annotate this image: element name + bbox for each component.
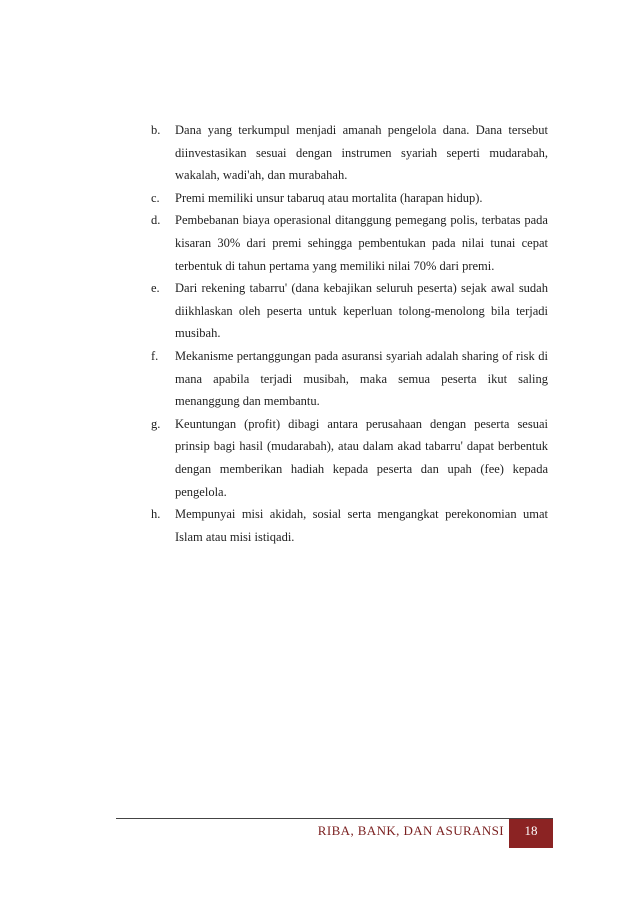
list-marker: b. [151,123,161,137]
list-item-f [151,345,548,413]
footer-divider [116,818,553,819]
page-number: 18 [524,823,538,838]
list-marker: c. [151,190,160,205]
body-list [151,119,548,548]
list-item-e [151,277,548,345]
list-item-b [151,119,548,187]
list-marker: g. [151,416,161,431]
list-item-c [151,187,548,210]
list-marker: f. [151,348,159,363]
footer-running-title: RIBA, BANK, DAN ASURANSI [317,823,504,838]
list-item-h [151,503,548,548]
list-item-text: Dana yang terkumpul menjadi amanah pengelola dana. Dana tersebut diinvestasikan sesuai dengan instrumen syariah seperti mudarabah, wakalah, wadi'ah, dan murabahah. [175,123,548,183]
list-marker: d. [151,213,161,228]
list-marker: h. [151,507,161,522]
list-item-text: Pembebanan biaya operasional ditanggung pemegang polis, terbatas pada kisaran 30% dari premi sehingga pembentukan pada nilai tunai cepat terbentuk di tahun pertama yang memiliki nilai 70% dari premi. [175,213,548,273]
list-item-text: Dari rekening tabarru' (dana kebajikan seluruh peserta) sejak awal sudah diikhlaskan oleh peserta untuk keperluan tolong-menolong bila terjadi musibah. [175,281,548,341]
list-item-text: Mekanisme pertanggungan pada asuransi syariah adalah sharing of risk di mana apabila terjadi musibah, maka semua peserta ikut saling menanggung dan membantu. [175,348,548,409]
list-item-g [151,413,548,503]
page-number-badge [509,819,553,848]
list-marker: e. [151,281,160,296]
list-item-text: Premi memiliki unsur tabaruq atau mortalita (harapan hidup). [175,190,483,205]
list-item-text: Mempunyai misi akidah, sosial serta mengangkat perekonomian umat Islam atau misi istiqadi. [175,507,548,544]
list-item-text: Keuntungan (profit) dibagi antara perusahaan dengan peserta sesuai prinsip bagi hasil (mudarabah), atau dalam akad tabarru' dapat berbentuk dengan memberikan hadiah kepada peserta dan upah (fee) kepada pengelola. [175,416,548,499]
list-item-d [151,209,548,277]
